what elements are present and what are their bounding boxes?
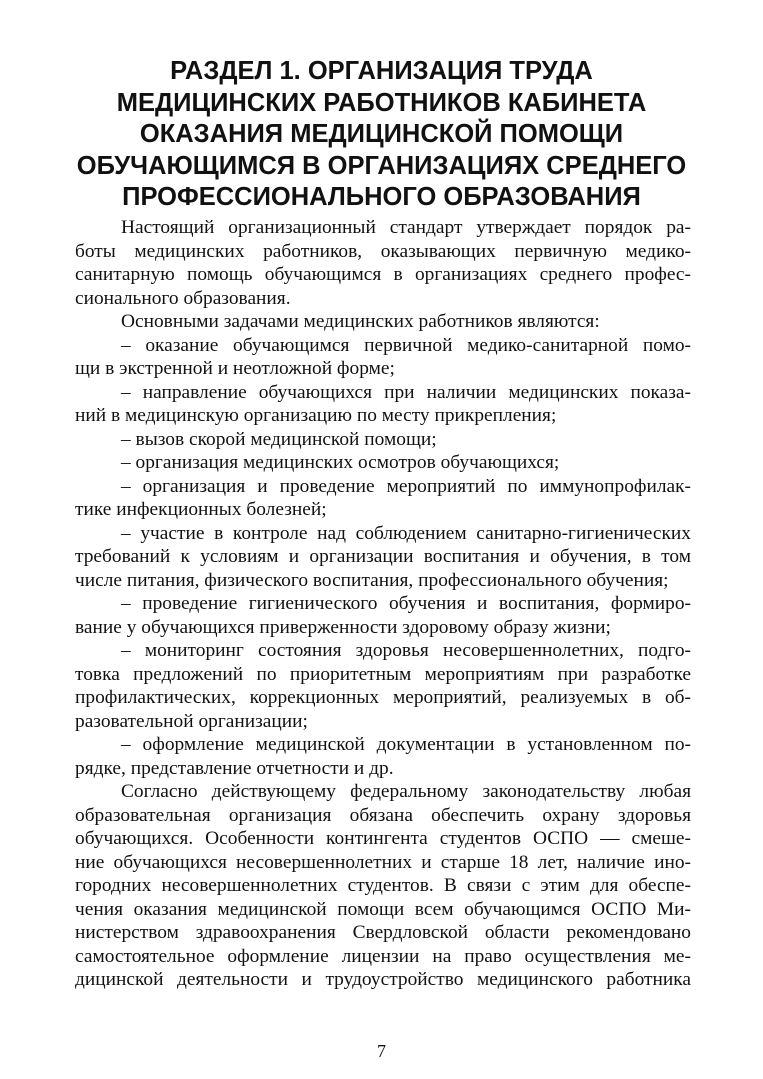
title-line: ОБУЧАЮЩИМСЯ В ОРГАНИЗАЦИЯХ СРЕДНЕГО bbox=[76, 151, 687, 180]
page-number: 7 bbox=[377, 1041, 386, 1061]
list-item-line: – мониторинг состояния здоровья несовершеннолетних, подго- bbox=[121, 640, 691, 661]
list-item-line: товка предложений по приоритетным мероприятиям при разработке bbox=[75, 663, 691, 685]
list-item-line: – организация и проведение мероприятий по иммунопрофилак- bbox=[121, 475, 691, 497]
text-line: городних несовершеннолетних студентов. В связи с этим для обеспе- bbox=[75, 875, 691, 896]
list-item-line: вание у обучающихся приверженности здоровому образу жизни; bbox=[75, 616, 611, 638]
list-item-line: ний в медицинскую организацию по месту прикрепления; bbox=[75, 405, 557, 426]
text-line: санитарную помощь обучающимся в организациях среднего профес- bbox=[75, 264, 691, 285]
text-line: нистерством здравоохранения Свердловской области рекомендовано bbox=[75, 922, 691, 943]
body-text bbox=[75, 216, 691, 992]
list-item-line: профилактических, коррекционных мероприятий, реализуемых в об- bbox=[75, 687, 691, 708]
text-line: Настоящий организационный стандарт утверждает порядок ра- bbox=[121, 217, 691, 238]
list-item-line: требований к условиям и организации воспитания и обучения, в том bbox=[75, 546, 691, 567]
title-line: ОКАЗАНИЯ МЕДИЦИНСКОЙ ПОМОЩИ bbox=[139, 120, 624, 148]
text-line: Согласно действующему федеральному законодательству любая bbox=[121, 781, 691, 802]
list-item-line: числе питания, физического воспитания, профессионального обучения; bbox=[75, 569, 669, 591]
text-line: обучающихся. Особенности контингента студентов ОСПО — смеше- bbox=[75, 828, 691, 849]
list-item-line: тике инфекционных болезней; bbox=[75, 499, 327, 520]
text-line: ние обучающихся несовершеннолетних и старше 18 лет, наличие ино- bbox=[75, 851, 691, 873]
text-line: образовательная организация обязана обеспечить охрану здоровья bbox=[75, 804, 691, 826]
list-item-line: – организация медицинских осмотров обучающихся; bbox=[121, 452, 560, 473]
section-title bbox=[60, 56, 703, 214]
text-line: боты медицинских работников, оказывающих первичную медико- bbox=[75, 240, 691, 262]
text-line: дицинской деятельности и трудоустройство медицинского работника bbox=[75, 969, 691, 990]
text-line: Основными задачами медицинских работников являются: bbox=[121, 311, 600, 332]
title-line: РАЗДЕЛ 1. ОРГАНИЗАЦИЯ ТРУДА bbox=[170, 57, 593, 85]
text-line: чения оказания медицинской помощи всем обучающимся ОСПО Ми- bbox=[75, 898, 691, 920]
title-line: ПРОФЕССИОНАЛЬНОГО ОБРАЗОВАНИЯ bbox=[122, 183, 641, 211]
list-item-line: – оказание обучающимся первичной медико-санитарной помо- bbox=[121, 334, 691, 356]
list-item-line: разовательной организации; bbox=[75, 710, 308, 732]
text-line: сионального образования. bbox=[75, 287, 291, 309]
list-item-line: – проведение гигиенического обучения и воспитания, формиро- bbox=[121, 593, 691, 614]
list-item-line: – оформление медицинской документации в установленном по- bbox=[121, 734, 691, 755]
list-item-line: – направление обучающихся при наличии медицинских показа- bbox=[121, 381, 691, 403]
list-item-line: рядке, представление отчетности и др. bbox=[75, 757, 394, 779]
text-line: самостоятельное оформление лицензии на право осуществления ме- bbox=[75, 945, 691, 967]
list-item-line: – участие в контроле над соблюдением санитарно-гигиенических bbox=[121, 522, 691, 544]
list-item-line: щи в экстренной и неотложной форме; bbox=[75, 358, 395, 379]
title-line: МЕДИЦИНСКИХ РАБОТНИКОВ КАБИНЕТА bbox=[116, 88, 647, 117]
list-item-line: – вызов скорой медицинской помощи; bbox=[121, 428, 437, 450]
